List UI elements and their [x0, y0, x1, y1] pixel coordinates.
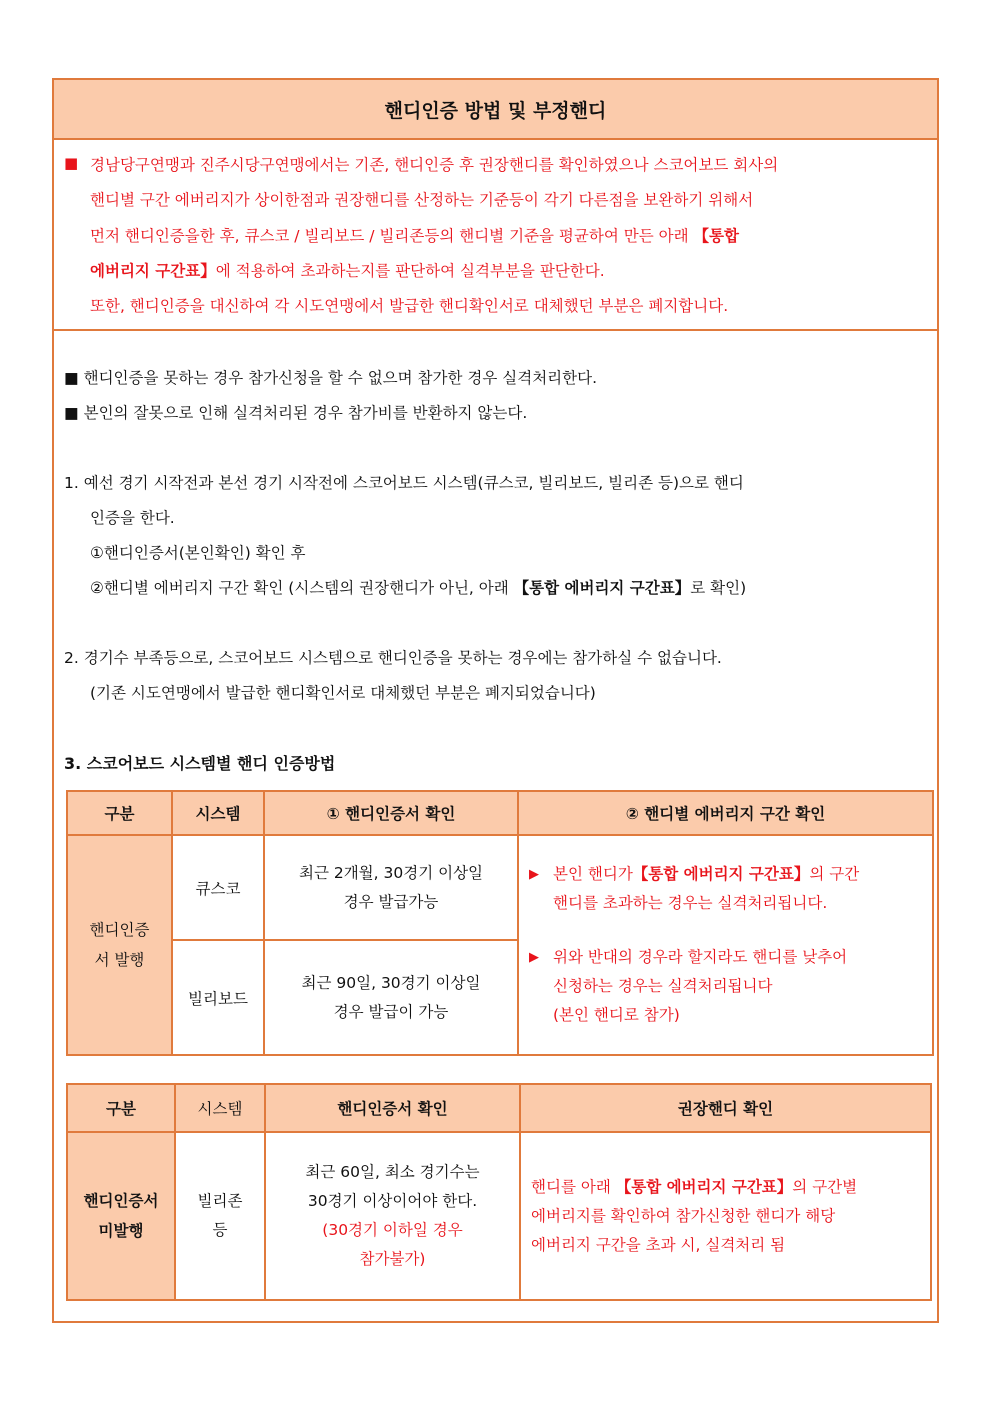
section-3-title: 3. 스코어보드 시스템별 핸디 인증방법 [64, 754, 336, 773]
rec-line-1-bold: 【통합 에버리지 구간표】 [615, 1177, 793, 1196]
header-category: 구분 [67, 791, 172, 835]
header-avg-check: ② 핸디별 에버리지 구간 확인 [518, 791, 933, 835]
cert-billizone [265, 1132, 520, 1300]
cert-cuesco-line-2: 경우 발급가능 [343, 892, 439, 911]
rule-1 [64, 366, 597, 388]
rule-2-text: 본인의 잘못으로 인해 실격처리된 경우 참가비를 반환하지 않는다. [83, 404, 528, 422]
notice-line-4 [90, 259, 605, 281]
item-1-line-1: 1. 예선 경기 시작전과 본선 경기 시작전에 스코어보드 시스템(큐스코, 빌리보드, 빌리존 등)으로 핸디 [64, 474, 744, 492]
recommended-check [520, 1132, 931, 1300]
cert-billizone-line-4: 참가불가) [359, 1250, 426, 1268]
cert-billiboard [264, 940, 518, 1055]
group-label-line-2: 미발행 [98, 1222, 144, 1240]
item-1-sub-2-bold: 【통합 에버리지 구간표】 [513, 579, 691, 597]
header-cert-check: 핸디인증서 확인 [265, 1084, 520, 1132]
cert-cuesco [264, 835, 518, 940]
table-not-issued [66, 1083, 932, 1301]
notice-box [54, 140, 937, 331]
system-billizone-line-2: 등 [212, 1221, 228, 1239]
rec-line-2: 에버리지를 확인하여 참가신청한 핸디가 해당 [531, 1206, 836, 1225]
group-cert-issued [67, 835, 172, 1055]
avg-rule-2 [519, 943, 932, 1030]
cert-billizone-line-2: 30경기 이상이어야 한다. [307, 1192, 478, 1210]
group-label-line-2: 서 발행 [94, 951, 145, 969]
avg-rule-1-pre: 본인 핸디가 [553, 865, 633, 883]
avg-rule-2-line-3: (본인 핸디로 참가) [553, 1006, 680, 1024]
triangle-marker-icon: ▶ [529, 867, 539, 882]
cert-billiboard-line-1: 최근 90일, 30경기 이상일 [301, 973, 481, 992]
cert-billizone-line-3: (30경기 이하일 경우 [322, 1221, 463, 1239]
system-billiboard: 빌리보드 [172, 940, 264, 1055]
header-category: 구분 [67, 1084, 175, 1132]
avg-rule-1-bold: 【통합 에버리지 구간표】 [632, 865, 810, 883]
group-cert-not-issued [67, 1132, 175, 1300]
cert-cuesco-line-1: 최근 2개월, 30경기 이상일 [298, 863, 484, 882]
notice-line-3-bold: 【통합 [693, 227, 739, 245]
cert-billizone-line-1: 최근 60일, 최소 경기수는 [305, 1163, 480, 1181]
notice-line-4-bold: 에버리지 구간표】 [90, 262, 216, 280]
notice-bullet-icon: ■ [64, 154, 79, 172]
item-1-sub-1: ①핸디인증서(본인확인) 확인 후 [90, 544, 306, 562]
avg-rules [518, 835, 933, 1055]
header-cert-check: ① 핸디인증서 확인 [264, 791, 518, 835]
avg-rule-1-post: 의 구간 [809, 865, 860, 883]
item-1-line-2: 인증을 한다. [90, 509, 175, 527]
notice-line-5: 또한, 핸디인증을 대신하여 각 시도연맹에서 발급한 핸디확인서로 대체했던 부분은 폐지합니다. [90, 297, 729, 315]
rec-line-1-post: 의 구간별 [792, 1177, 858, 1196]
rec-line-3: 에버리지 구간을 초과 시, 실격처리 됨 [531, 1235, 786, 1254]
item-2-line-1: 2. 경기수 부족등으로, 스코어보드 시스템으로 핸디인증을 못하는 경우에는 참가하실 수 없습니다. [64, 649, 722, 667]
group-label-line-1: 핸디인증서 [83, 1192, 159, 1210]
rule-bullet-icon: ■ [64, 369, 79, 387]
rule-1-text: 핸디인증을 못하는 경우 참가신청을 할 수 없으며 참가한 경우 실격처리한다. [83, 369, 598, 387]
system-billizone-line-1: 빌리존 [197, 1192, 243, 1210]
avg-rule-1-line-2: 핸디를 초과하는 경우는 실격처리됩니다. [553, 894, 828, 912]
avg-rule-2-line-1: 위와 반대의 경우라 할지라도 핸디를 낮추어 [553, 948, 848, 966]
item-1-sub-2-pre: ②핸디별 에버리지 구간 확인 (시스템의 권장핸디가 아닌, 아래 [90, 579, 509, 597]
item-1-sub-2 [90, 576, 746, 598]
header-recommended-check: 권장핸디 확인 [520, 1084, 931, 1132]
item-2-line-2: (기존 시도연맹에서 발급한 핸디확인서로 대체했던 부분은 폐지되었습니다) [90, 684, 596, 702]
notice-line-3-text: 먼저 핸디인증을한 후, 큐스코 / 빌리보드 / 빌리존등의 핸디별 기준을 평균하여 만든 아래 [90, 227, 689, 245]
rule-2 [64, 401, 527, 423]
system-billizone [175, 1132, 265, 1300]
table-issued [66, 790, 934, 1056]
notice-line-1: 경남당구연맹과 진주시당구연맹에서는 기존, 핸디인증 후 권장핸디를 확인하였으나 스코어보드 회사의 [90, 156, 779, 174]
avg-rule-1 [519, 860, 932, 918]
notice-line-2: 핸디별 구간 에버리지가 상이한점과 권장핸디를 산정하는 기준등이 각기 다른점을 보완하기 위해서 [90, 191, 754, 209]
rule-bullet-icon: ■ [64, 404, 79, 422]
group-label-line-1: 핸디인증 [89, 921, 150, 939]
notice-line-3 [90, 224, 739, 246]
header-system: 시스템 [175, 1084, 265, 1132]
triangle-marker-icon: ▶ [529, 950, 539, 965]
avg-rule-2-line-2: 신청하는 경우는 실격처리됩니다 [553, 977, 773, 995]
header-system: 시스템 [172, 791, 264, 835]
page-frame [52, 78, 939, 1323]
system-cuesco: 큐스코 [172, 835, 264, 940]
page-title: 핸디인증 방법 및 부정핸디 [54, 80, 937, 140]
cert-billiboard-line-2: 경우 발급이 가능 [333, 1002, 449, 1021]
rec-line-1-pre: 핸디를 아래 [531, 1177, 611, 1196]
item-1-sub-2-post: 로 확인) [690, 579, 747, 597]
notice-line-4-text: 에 적용하여 초과하는지를 판단하여 실격부분을 판단한다. [215, 262, 605, 280]
